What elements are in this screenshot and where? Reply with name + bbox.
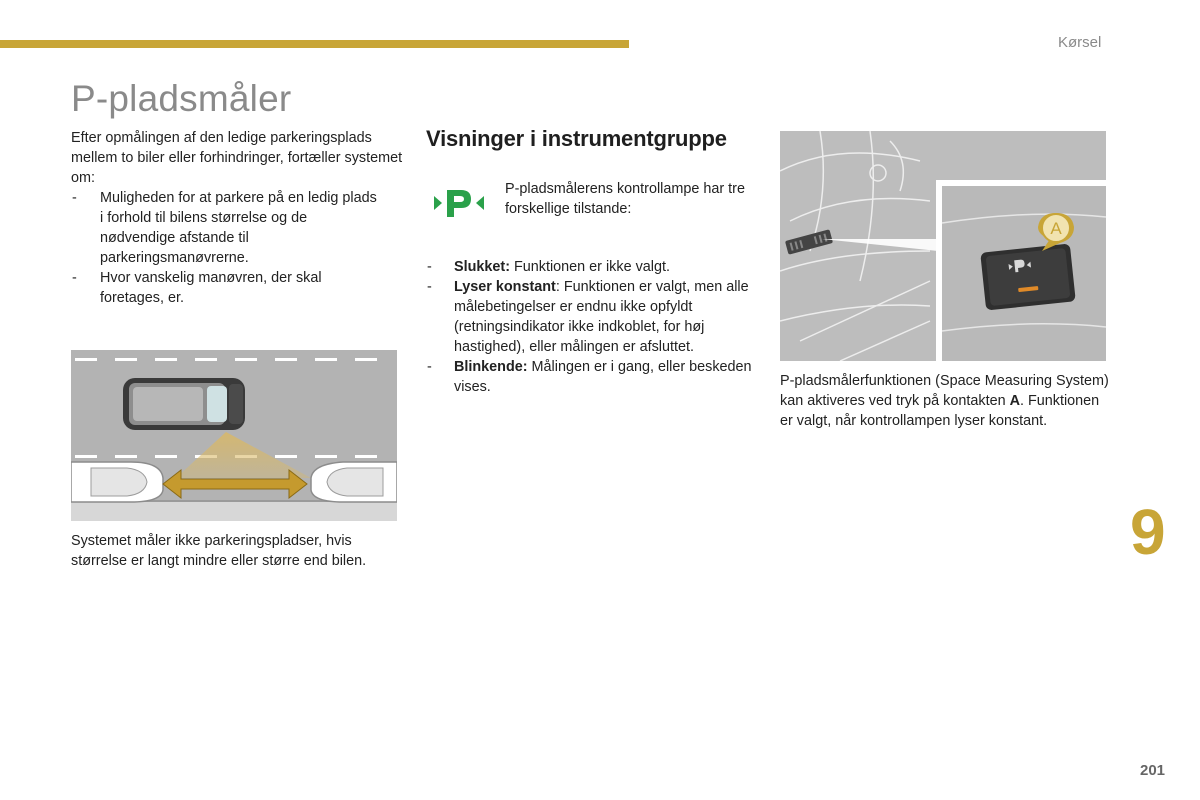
state-description: : Funktionen er valgt, men alle målebetingelser er endnu ikke opfyldt (retningsindikator ikke indkoblet, for høj hastighed), eller målingen er afsluttet.: [454, 279, 749, 355]
list-dash: -: [427, 259, 432, 275]
vehicle-icon: [123, 378, 245, 430]
parking-illustration-caption: Systemet måler ikke parkeringspladser, hvis størrelse er langt mindre eller større end bilen.: [71, 533, 367, 569]
parking-sensor-indicator-icon: [432, 186, 488, 220]
list-item-text: Muligheden for at parkere på en ledig plads i forhold til bilens størrelse og de nødvendige afstande til parkeringsmanøvrerne.: [100, 190, 377, 266]
callout-letter: A: [1050, 219, 1062, 238]
list-item: [426, 277, 756, 357]
parked-car-right-icon: [311, 462, 397, 502]
header-accent-bar: [0, 40, 629, 48]
state-description: Funktionen er ikke valgt.: [509, 259, 670, 275]
page-number: 201: [1140, 762, 1166, 779]
list-dash: -: [427, 359, 432, 375]
system-info-list: [71, 188, 381, 308]
chapter-number: 9: [1130, 496, 1166, 568]
parked-car-left-icon: [71, 462, 163, 502]
dashboard-switch-illustration: [780, 131, 1106, 361]
switch-caption: [780, 371, 1110, 431]
indicator-lamp-intro: P-pladsmålerens kontrollampe har tre forskellige tilstande:: [505, 181, 745, 217]
indicator-states-list: [426, 257, 756, 397]
state-label: Slukket:: [454, 259, 510, 275]
section-name: Kørsel: [1058, 34, 1102, 51]
state-label: Lyser konstant: [454, 279, 556, 295]
list-item: [71, 268, 381, 308]
parking-switch-button-icon: [980, 243, 1076, 310]
list-item: [71, 188, 381, 268]
list-item: [426, 257, 756, 277]
section-heading: Visninger i instrumentgruppe: [426, 126, 727, 151]
intro-paragraph: Efter opmålingen af den ledige parkeringsplads mellem to biler eller forhindringer, fortæller systemet om:: [71, 130, 403, 186]
list-item-text: Hvor vanskelig manøvren, der skal foretages, er.: [100, 270, 322, 306]
parking-measurement-illustration: [71, 350, 397, 521]
switch-caption-part1: P-pladsmålerfunktionen (Space Measuring System) kan aktiveres ved tryk på kontakten: [780, 373, 1109, 409]
state-label: Blinkende:: [454, 359, 528, 375]
list-dash: -: [72, 190, 77, 206]
state-description: Målingen er i gang, eller beskeden vises.: [454, 359, 752, 395]
page-title: P-pladsmåler: [71, 78, 292, 119]
list-dash: -: [427, 279, 432, 295]
switch-caption-bold: A: [1009, 393, 1020, 409]
list-item: [426, 357, 756, 397]
switch-caption-part2: . Funktionen er valgt, når kontrollampen lyser konstant.: [780, 393, 1100, 429]
list-dash: -: [72, 270, 77, 286]
